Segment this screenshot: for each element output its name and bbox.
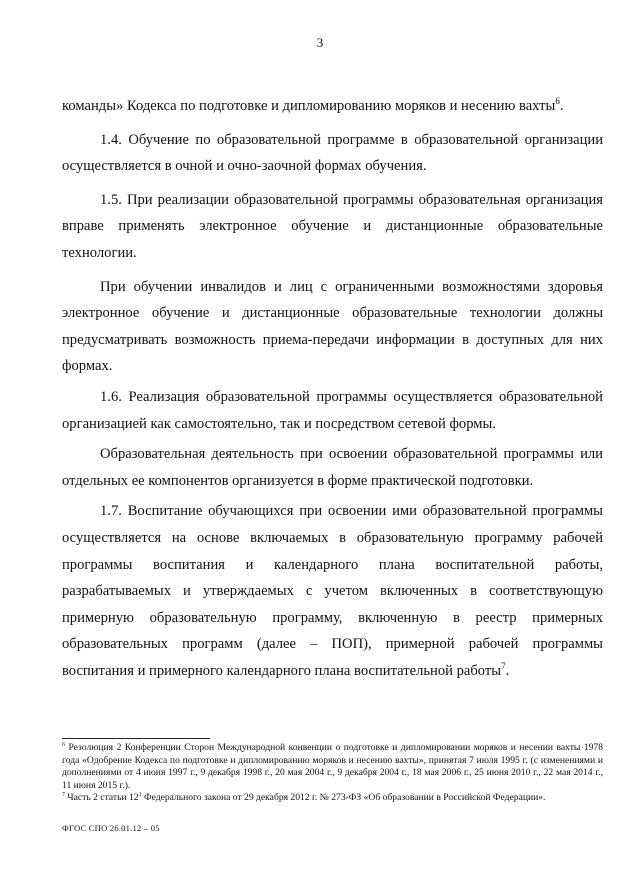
footnote-reference[interactable]: 7 [501, 661, 506, 672]
paragraph-practical-training: Образовательная деятельность при освоении образовательной программы или отдельных ее компонентов организуется в форме практической подготовки. [62, 446, 603, 489]
paragraph-1-5: 1.5. При реализации образовательной программы образовательная организация вправе применять электронное обучение и дистанционные образовательные технологии. [62, 191, 603, 261]
document-code: ФГОС СПО 26.01.12 – 05 [62, 823, 160, 833]
footnote-text: Часть 2 статьи 12 [65, 792, 139, 804]
page-number: 3 [316, 35, 324, 50]
paragraph-1-6: 1.6. Реализация образовательной программы осуществляется образовательной организацией как самостоятельно, так и посредством сетевой формы. [62, 388, 603, 432]
footnote-text: Резолюция 2 Конференции Сторон Международной конвенции о подготовке и дипломировании моряков и несении вахты 1978 года «Одобрение Кодекса по подготовке и дипломированию моряков и несению вахты», принятая 7 июля 1995 г. (с изменениями и дополнениями от 4 июня 1997 г., 9 декабря 1998 г., 20 мая 2004 г., 9 декабря 2004 г., 18 мая 2006 г., 25 июня 2010 г., 22 мая 2014 г., 11 июня 2015 г.). [62, 742, 603, 791]
footnote-reference[interactable]: 6 [555, 96, 560, 107]
footnote-mark: 7 [62, 792, 65, 799]
footnotes [62, 742, 603, 805]
paragraph-1-4: 1.4. Обучение по образовательной программе в образовательной организации осуществляется в очной и очно-заочной формах обучения. [62, 131, 603, 175]
footnote-separator [62, 738, 210, 739]
paragraph-text: команды» Кодекса по подготовке и дипломированию моряков и несению вахты [62, 98, 556, 114]
paragraph-disabilities: При обучении инвалидов и лиц с ограниченными возможностями здоровья электронное обучение и дистанционные образовательные технологии должны предусматривать возможность приема-передачи информации в доступных для них формах. [62, 278, 603, 375]
footnote-mark: 6 [62, 741, 65, 748]
article-superscript: 1 [138, 792, 142, 799]
paragraph-1-7 [62, 498, 603, 684]
paragraph-text: 1.7. Воспитание обучающихся при освоении ими образовательной программы осуществляется на основе включаемых в образовательную программу рабочей программы воспитания и календарного плана воспитательной работы, разрабатываемых и утверждаемых с учетом включенных в соответствующую примерную образовательную программу, включенную в реестр примерных образовательных программ (далее – ПОП), примерной рабочей программы воспитания и примерного календарного плана воспитательной работы [62, 503, 603, 679]
paragraph-tail: . [505, 662, 510, 679]
footnote-7 [62, 792, 603, 805]
paragraph-continuation [62, 93, 603, 120]
footnote-6 [62, 742, 603, 792]
footnote-text-cont: Федерального закона от 29 декабря 2012 г. № 273-ФЗ «Об образовании в Российской Федерации». [141, 792, 546, 804]
paragraph-tail: . [559, 98, 564, 114]
document-body [62, 93, 603, 684]
